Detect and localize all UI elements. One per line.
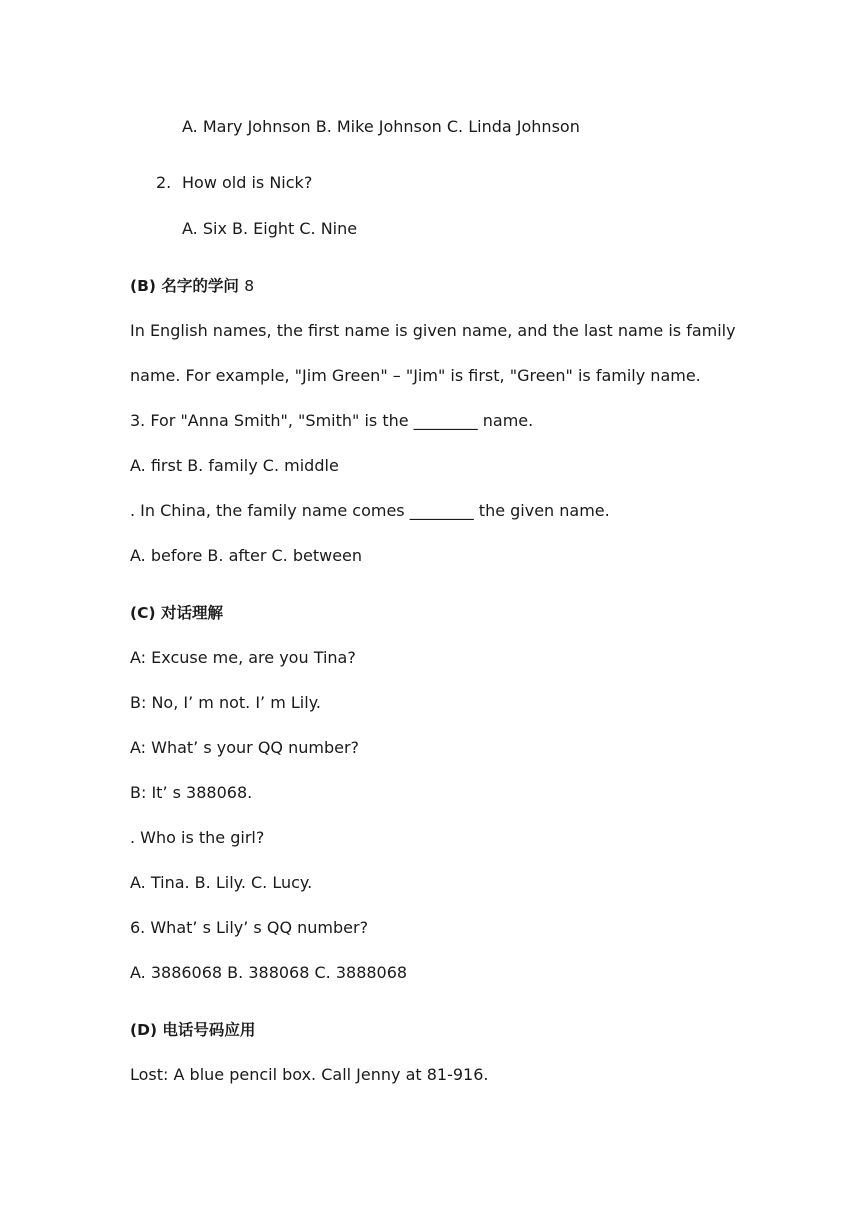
dialog-line: A: What’ s your QQ number? <box>130 738 360 757</box>
section-b-heading <box>130 275 254 297</box>
lost-notice: Lost: A blue pencil box. Call Jenny at 81-916. <box>130 1065 489 1084</box>
q2-options: A. Six B. Eight C. Nine <box>182 219 358 238</box>
section-b-heading-label: (B) 名字的学问 <box>130 277 239 295</box>
q6-options: A. 3886068 B. 388068 C. 3888068 <box>130 963 408 982</box>
q4-options: A. before B. after C. between <box>130 546 363 565</box>
q3-options: A. first B. family C. middle <box>130 456 339 475</box>
q1-options: A. Mary Johnson B. Mike Johnson C. Linda Johnson <box>182 117 580 136</box>
q4-text: . In China, the family name comes ________ the given name. <box>130 501 610 520</box>
section-d-heading: (D) 电话号码应用 <box>130 1021 256 1039</box>
section-b-passage-line-1: In English names, the first name is given name, and the last name is family <box>130 321 736 340</box>
dialog-line: B: No, I’ m not. I’ m Lily. <box>130 693 321 712</box>
q3-text: 3. For "Anna Smith", "Smith" is the ________ name. <box>130 411 534 430</box>
q6-text: 6. What’ s Lily’ s QQ number? <box>130 918 369 937</box>
dialog-line: B: It’ s 388068. <box>130 783 253 802</box>
q5-options: A. Tina. B. Lily. C. Lucy. <box>130 873 313 892</box>
q2-text: How old is Nick? <box>182 173 313 192</box>
q5-text: . Who is the girl? <box>130 828 265 847</box>
section-b-passage-line-2: name. For example, "Jim Green" – "Jim" is first, "Green" is family name. <box>130 366 701 385</box>
section-c-heading: (C) 对话理解 <box>130 604 223 622</box>
dialog-line: A: Excuse me, are you Tina? <box>130 648 356 667</box>
section-b-heading-points: 8 <box>244 277 255 295</box>
q2-number: 2. <box>156 173 172 192</box>
